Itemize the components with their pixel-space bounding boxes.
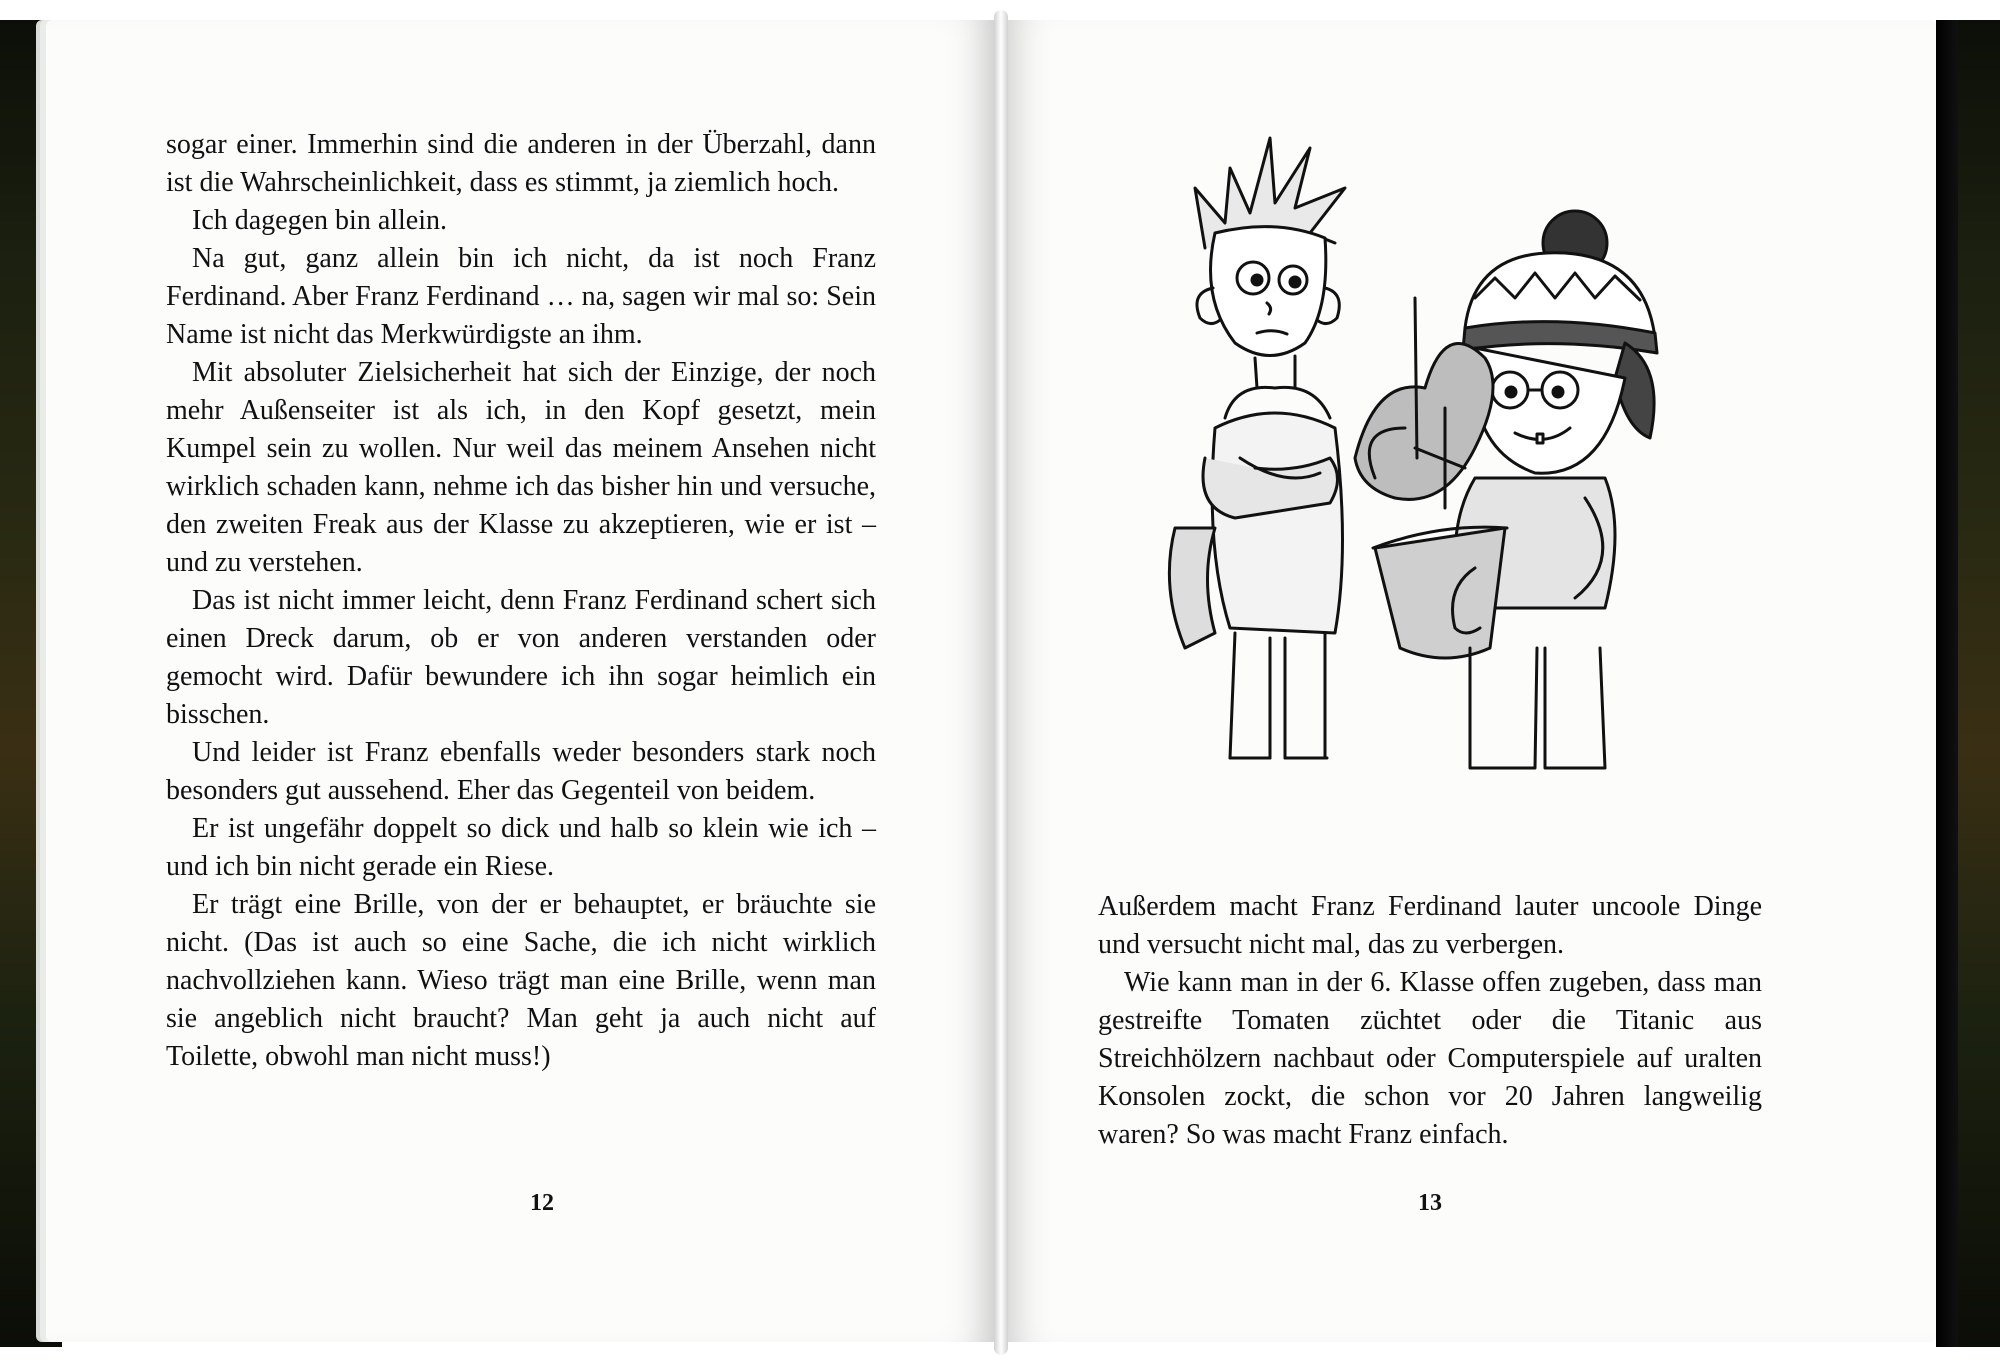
paragraph: Ich dagegen bin allein. bbox=[192, 205, 448, 236]
paragraph: Er trägt eine Brille, von der er behauptet, er bräuchte sie nicht. (Das ist auch so eine Sache, die ich nicht wirklich nachvollziehen kann. Wieso trägt man eine Brille, wenn man sie angeblich nicht braucht? Man geht ja auch nicht auf Toilette, obwohl man nicht muss!) bbox=[166, 889, 876, 1072]
book-cover-right-edge bbox=[1936, 20, 2000, 1347]
short-boy-figure bbox=[1355, 211, 1657, 768]
paragraph: Außerdem macht Franz Ferdinand lauter uncoole Dinge und versucht nicht mal, das zu verbergen. bbox=[1098, 891, 1762, 960]
page-number-right: 13 bbox=[1418, 1190, 1442, 1216]
paragraph: Wie kann man in der 6. Klasse offen zugeben, dass man gestreifte Tomaten züchtet oder die Titanic aus Streichhölzern nachbaut oder Computerspiele auf uralten Konsolen zockt, die schon vor 20 Jahren langweilig waren? So was macht Franz einfach. bbox=[1098, 967, 1762, 1150]
illustration-two-boys bbox=[1145, 128, 1715, 818]
right-page-text bbox=[1098, 888, 1762, 1154]
tall-boy-figure bbox=[1169, 138, 1345, 758]
paragraph: Und leider ist Franz ebenfalls weder besonders stark noch besonders gut aussehend. Eher das Gegenteil von beidem. bbox=[166, 737, 876, 806]
paragraph: sogar einer. Immerhin sind die anderen in der Überzahl, dann ist die Wahrscheinlichkeit, dass es stimmt, ja ziemlich hoch. bbox=[166, 129, 876, 198]
left-page-text bbox=[166, 126, 876, 1076]
paragraph: Er ist ungefähr doppelt so dick und halb so klein wie ich – und ich bin nicht gerade ein Riese. bbox=[166, 813, 876, 882]
paragraph: Na gut, ganz allein bin ich nicht, da ist noch Franz Ferdinand. Aber Franz Ferdinand … na, sagen wir mal so: Sein Name ist nicht das Merkwürdigste an ihm. bbox=[166, 243, 876, 350]
paragraph: Mit absoluter Zielsicherheit hat sich der Einzige, der noch mehr Außenseiter ist als ich, in den Kopf gesetzt, mein Kumpel sein zu wollen. Nur weil das meinem Ansehen nicht wirklich schaden kann, nehme ich das bisher hin und versuche, den zweiten Freak aus der Klasse zu akzeptieren, wie er ist – und zu verstehen. bbox=[166, 357, 876, 578]
book-gutter bbox=[994, 10, 1008, 1355]
page-number-left: 12 bbox=[530, 1190, 554, 1216]
paragraph: Das ist nicht immer leicht, denn Franz Ferdinand schert sich einen Dreck darum, ob er von anderen verstanden oder gemocht wird. Dafür bewundere ich ihn sogar heimlich ein bisschen. bbox=[166, 585, 876, 730]
